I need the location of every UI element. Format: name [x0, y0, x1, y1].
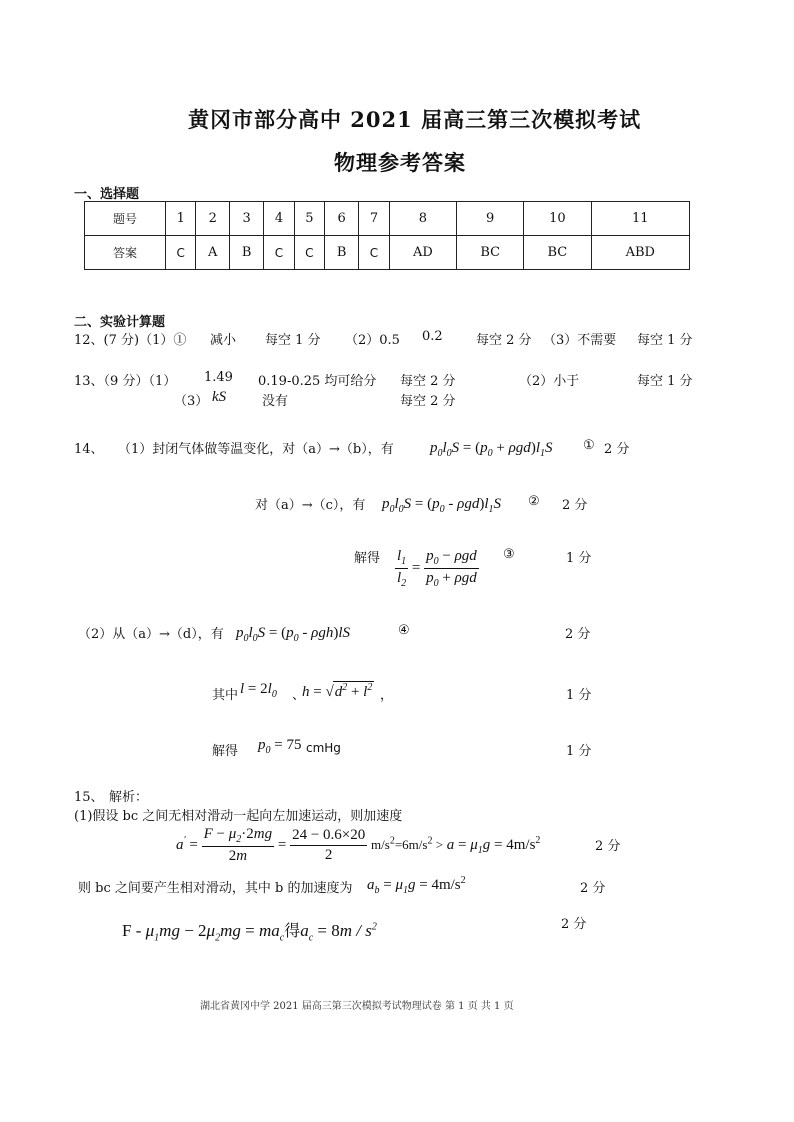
q14-score: 1 分 [566, 744, 592, 759]
q13-answer: 0.19-0.25 均可给分 [258, 374, 377, 389]
table-cell: A [196, 236, 230, 270]
equation-4: $p_0l_0S = (p_0 - \rho gh)lS$ [236, 625, 351, 644]
q15-text: 解析： [109, 790, 149, 805]
q14-text: 其中 [212, 688, 239, 703]
q13-answer: kS [212, 389, 227, 405]
q13-answer: （2）小于 [519, 374, 580, 389]
table-cell: 11 [591, 202, 690, 236]
unit-label: cmHg [306, 741, 341, 755]
table-cell: 9 [457, 202, 524, 236]
q15-label: 15、 [74, 790, 104, 805]
table-cell: 6 [325, 202, 359, 236]
equation-mark: ④ [398, 623, 410, 638]
table-cell: B [325, 236, 359, 270]
q12-answer: （2）0.5 [345, 333, 400, 348]
table-cell: 3 [230, 202, 264, 236]
table-cell: 2 [196, 202, 230, 236]
q13-score: 每空 2 分 [400, 374, 456, 389]
page-subtitle: 物理参考答案 [334, 150, 466, 175]
q14-text: ， [380, 688, 394, 703]
q13-answer: 1.49 [204, 370, 233, 385]
q12-score: 每空 2 分 [476, 333, 532, 348]
equation-mark: ③ [503, 547, 515, 562]
equation-8: a' = $\frac{F - \mu_2\cdot 2mg}{2m}$ = $\frac{24 - 0.6\times 20}{2}$ $m/s^2=6m/s^2 > a = \mu_1g = 4m/s^2$ [176, 826, 541, 864]
page-footer: 湖北省黄冈中学 2021 届高三第三次模拟考试物理试卷 第 1 页 共 1 页 [200, 1001, 514, 1012]
q14-text: （1）封闭气体做等温变化，对（a）→（b），有 [118, 442, 394, 457]
answer-table [84, 201, 690, 270]
q13-answer: 没有 [262, 394, 289, 409]
q14-score: 1 分 [566, 688, 592, 703]
section-experiment: 二、实验计算题 [74, 315, 166, 330]
equation-7: $p_0 = 75$ [258, 737, 302, 756]
q12-label: 12、(7 分)（1）① [74, 333, 187, 348]
q12-answer: （3）不需要 [543, 333, 617, 348]
q14-score: 1 分 [566, 551, 592, 566]
q15-text: 则 bc 之间要产生相对滑动，其中 b 的加速度为 [78, 881, 353, 896]
table-cell: 7 [359, 202, 389, 236]
table-cell: 8 [389, 202, 456, 236]
q13-label: 13、（9 分）（1） [74, 374, 177, 389]
equation-10: $F - \mu_1mg - 2\mu_2mg = ma_c$得$a_c = 8m / s^2$ [122, 921, 377, 944]
section-choice: 一、选择题 [74, 187, 140, 202]
q12-answer: 0.2 [422, 329, 443, 344]
table-cell: C [294, 236, 324, 270]
equation-mark: ② [528, 494, 540, 509]
table-cell: B [230, 236, 264, 270]
q14-text: 、 [292, 688, 306, 703]
table-cell: 5 [294, 202, 324, 236]
q14-text: 对（a）→（c），有 [255, 498, 366, 513]
table-cell: 1 [166, 202, 196, 236]
table-cell: C [166, 236, 196, 270]
equation-mark: ① [583, 438, 595, 453]
q15-score: 2 分 [595, 839, 621, 854]
de-label: 得 [284, 923, 301, 940]
table-row-numbers [85, 202, 690, 236]
table-cell: 10 [524, 202, 591, 236]
q14-score: 2 分 [562, 498, 588, 513]
table-cell: C [264, 236, 294, 270]
q12-score: 每空 1 分 [637, 333, 693, 348]
q15-score: 2 分 [561, 917, 587, 932]
table-cell: C [359, 236, 389, 270]
q14-text: 解得 [354, 551, 381, 566]
q14-label: 14、 [74, 442, 104, 457]
q13-label: （3） [174, 394, 209, 409]
q12-answer: 减小 [210, 333, 237, 348]
table-cell: BC [524, 236, 591, 270]
table-cell: ABD [591, 236, 690, 270]
table-row-answers [85, 236, 690, 270]
q14-score: 2 分 [565, 627, 591, 642]
equation-5: $l = 2l_0$ [240, 681, 277, 700]
equation-2: $p_0l_0S = (p_0 - \rho gd)l_1S$ [382, 496, 502, 515]
equation-1: $p_0l_0S = (p_0 + \rho gd)l_1S$ [430, 440, 553, 459]
q13-score: 每空 2 分 [400, 394, 456, 409]
q13-score: 每空 1 分 [637, 374, 693, 389]
q14-text: 解得 [212, 744, 239, 759]
table-cell: AD [389, 236, 456, 270]
q14-score: 2 分 [604, 442, 630, 457]
q14-text: （2）从（a）→（d），有 [78, 627, 224, 642]
equation-3: $\frac{l_1}{l_2}$ = $\frac{p_0 - \rho gd}{p_0 + \rho gd}$ [397, 548, 477, 589]
equation-6: $h = √d^2 + l^2$ [302, 682, 373, 700]
q15-score: 2 分 [580, 881, 606, 896]
q15-text: (1)假设 bc 之间无相对滑动一起向左加速运动，则加速度 [74, 809, 403, 824]
table-cell: 题号 [85, 202, 166, 236]
table-cell: 答案 [85, 236, 166, 270]
equation-9: $a_b = \mu_1g = 4m/s^2$ [367, 875, 466, 896]
table-cell: BC [457, 236, 524, 270]
table-cell: 4 [264, 202, 294, 236]
q12-score: 每空 1 分 [265, 333, 321, 348]
page-title: 黄冈市部分高中 2021 届高三第三次模拟考试 [188, 107, 642, 132]
